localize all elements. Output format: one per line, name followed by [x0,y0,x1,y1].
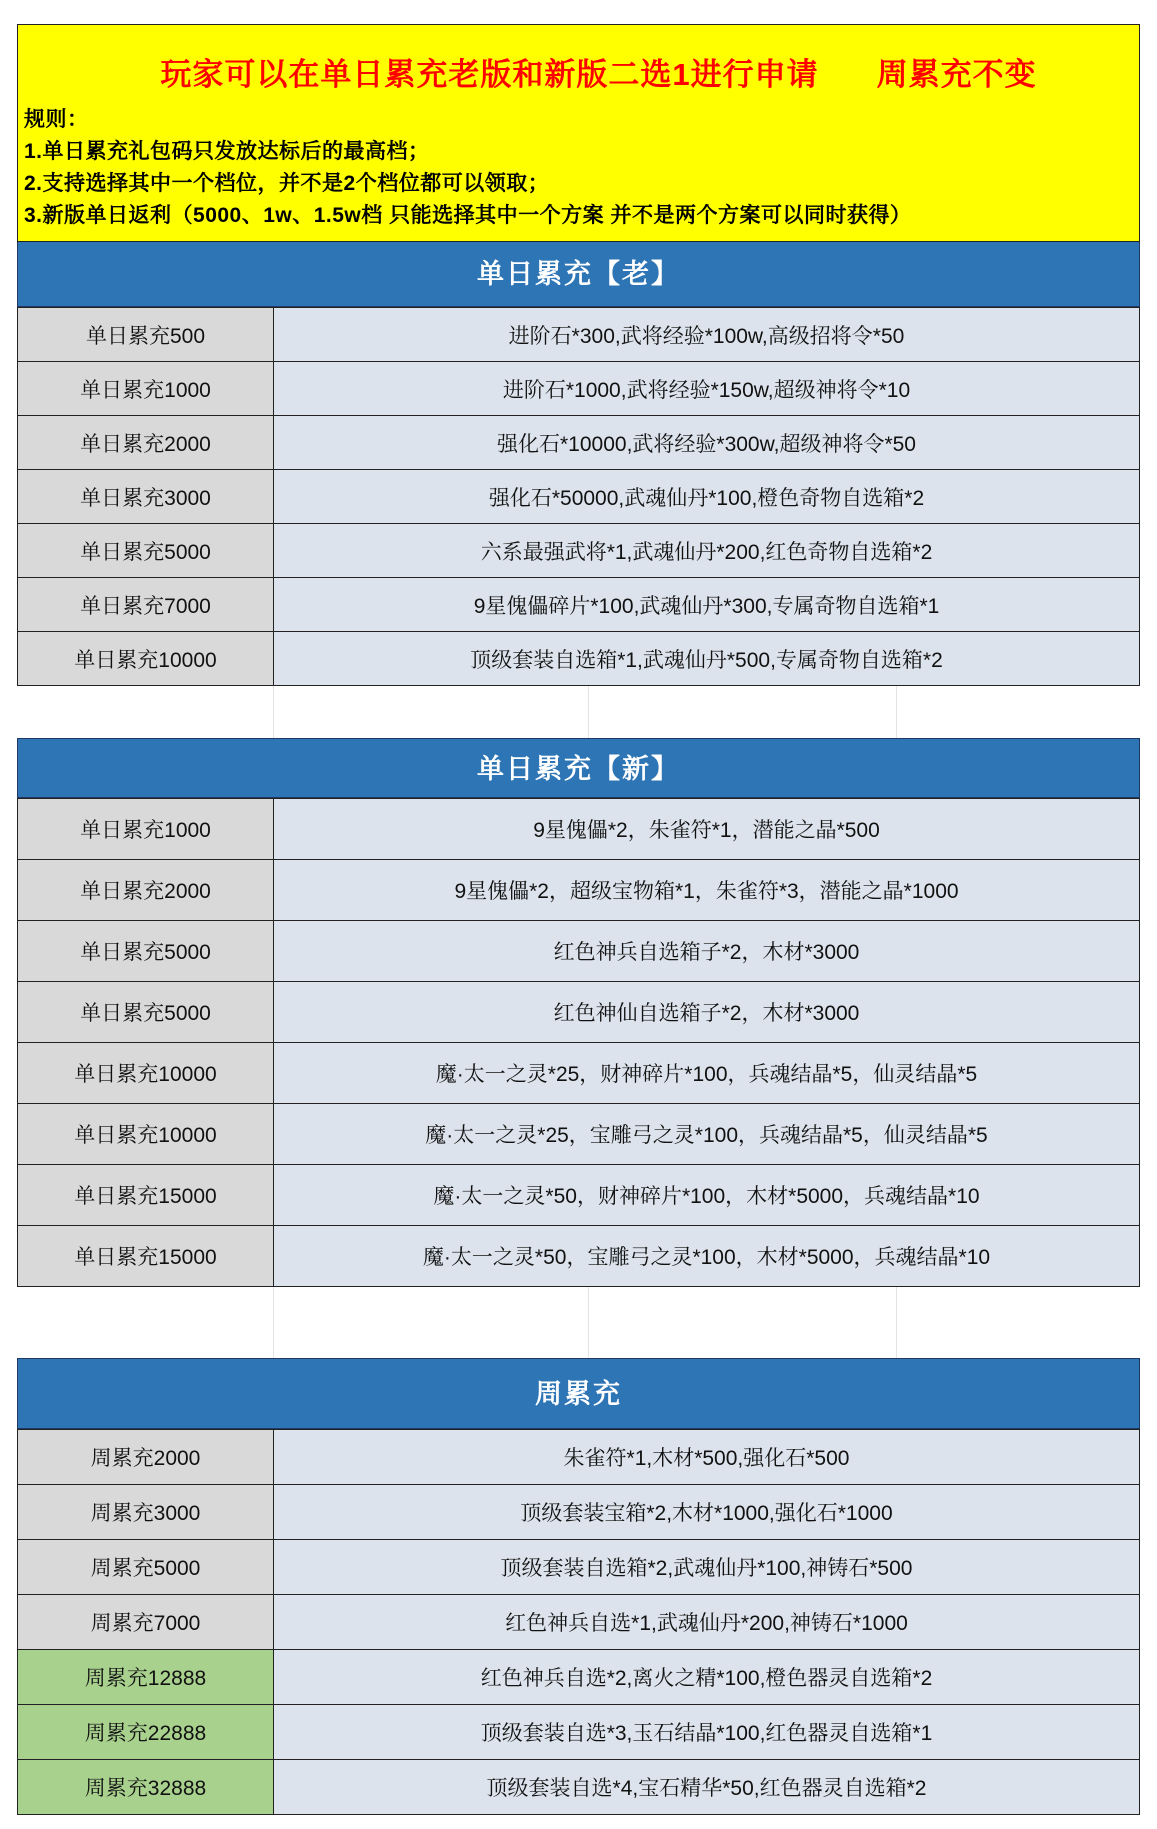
table-row [18,799,1140,860]
table-row [18,578,1140,632]
table-row [18,1430,1140,1485]
table-row [18,1165,1140,1226]
reward-cell: 魔·太一之灵*25，财神碎片*100，兵魂结晶*5，仙灵结晶*5 [274,1043,1140,1104]
table-row [18,470,1140,524]
reward-cell: 9星傀儡*2，超级宝物箱*1，朱雀符*3，潜能之晶*1000 [274,860,1140,921]
tier-cell: 单日累充10000 [18,1104,274,1165]
tier-cell: 周累充12888 [18,1650,274,1705]
tier-cell: 单日累充10000 [18,632,274,686]
table-row [18,1540,1140,1595]
table-row [18,982,1140,1043]
tier-cell: 单日累充2000 [18,860,274,921]
old-section-title: 单日累充【老】 [17,242,1140,307]
table-row [18,1595,1140,1650]
notice-title-right: 周累充不变 [876,57,1037,92]
rule-item: 3.新版单日返利（5000、1w、1.5w档 只能选择其中一个方案 并不是两个方案可以同时获得） [24,204,912,227]
table-row [18,416,1140,470]
weekly-section-title: 周累充 [17,1358,1140,1429]
tier-cell: 周累充5000 [18,1540,274,1595]
table-row [18,524,1140,578]
table-row [18,1485,1140,1540]
reward-cell: 9星傀儡*2，朱雀符*1，潜能之晶*500 [274,799,1140,860]
table-row [18,1705,1140,1760]
tier-cell: 单日累充15000 [18,1165,274,1226]
reward-cell: 强化石*50000,武魂仙丹*100,橙色奇物自选箱*2 [274,470,1140,524]
reward-cell: 强化石*10000,武将经验*300w,超级神将令*50 [274,416,1140,470]
tier-cell: 单日累充5000 [18,524,274,578]
rules-list [18,104,1139,232]
tier-cell: 周累充2000 [18,1430,274,1485]
reward-cell: 六系最强武将*1,武魂仙丹*200,红色奇物自选箱*2 [274,524,1140,578]
reward-cell: 顶级套装宝箱*2,木材*1000,强化石*1000 [274,1485,1140,1540]
rule-item: 1.单日累充礼包码只发放达标后的最高档； [24,140,430,163]
reward-cell: 魔·太一之灵*50，宝雕弓之灵*100，木材*5000，兵魂结晶*10 [274,1226,1140,1287]
reward-cell: 顶级套装自选箱*2,武魂仙丹*100,神铸石*500 [274,1540,1140,1595]
reward-cell: 魔·太一之灵*50，财神碎片*100，木材*5000，兵魂结晶*10 [274,1165,1140,1226]
tier-cell: 单日累充5000 [18,982,274,1043]
table-row [18,362,1140,416]
tier-cell: 单日累充15000 [18,1226,274,1287]
reward-sheet [17,24,1140,1815]
rule-item: 2.支持选择其中一个档位，并不是2个档位都可以领取； [24,172,550,195]
rules-heading: 规则： [24,108,89,131]
table-row [18,308,1140,362]
tier-cell: 单日累充7000 [18,578,274,632]
reward-cell: 红色神仙自选箱子*2，木材*3000 [274,982,1140,1043]
spacer [17,686,1140,738]
reward-cell: 红色神兵自选*2,离火之精*100,橙色器灵自选箱*2 [274,1650,1140,1705]
table-row [18,1650,1140,1705]
tier-cell: 单日累充3000 [18,470,274,524]
table-row [18,632,1140,686]
notice-banner [17,24,1140,242]
tier-cell: 周累充22888 [18,1705,274,1760]
tier-cell: 周累充7000 [18,1595,274,1650]
spacer [17,1287,1140,1358]
old-section-table [17,307,1140,686]
reward-cell: 红色神兵自选*1,武魂仙丹*200,神铸石*1000 [274,1595,1140,1650]
reward-cell: 朱雀符*1,木材*500,强化石*500 [274,1430,1140,1485]
tier-cell: 单日累充1000 [18,799,274,860]
reward-cell: 顶级套装自选*4,宝石精华*50,红色器灵自选箱*2 [274,1760,1140,1815]
table-row [18,921,1140,982]
tier-cell: 单日累充10000 [18,1043,274,1104]
notice-title [18,49,1139,94]
reward-cell: 进阶石*300,武将经验*100w,高级招将令*50 [274,308,1140,362]
table-row [18,1760,1140,1815]
reward-cell: 红色神兵自选箱子*2，木材*3000 [274,921,1140,982]
table-row [18,860,1140,921]
tier-cell: 单日累充500 [18,308,274,362]
tier-cell: 单日累充2000 [18,416,274,470]
new-section-table [17,798,1140,1287]
tier-cell: 周累充3000 [18,1485,274,1540]
reward-cell: 顶级套装自选*3,玉石结晶*100,红色器灵自选箱*1 [274,1705,1140,1760]
reward-cell: 魔·太一之灵*25，宝雕弓之灵*100，兵魂结晶*5，仙灵结晶*5 [274,1104,1140,1165]
table-row [18,1043,1140,1104]
tier-cell: 单日累充5000 [18,921,274,982]
tier-cell: 周累充32888 [18,1760,274,1815]
weekly-section-table [17,1429,1140,1815]
notice-title-left: 玩家可以在单日累充老版和新版二选1进行申请 [160,57,819,92]
tier-cell: 单日累充1000 [18,362,274,416]
reward-cell: 进阶石*1000,武将经验*150w,超级神将令*10 [274,362,1140,416]
table-row [18,1104,1140,1165]
reward-cell: 顶级套装自选箱*1,武魂仙丹*500,专属奇物自选箱*2 [274,632,1140,686]
table-row [18,1226,1140,1287]
reward-cell: 9星傀儡碎片*100,武魂仙丹*300,专属奇物自选箱*1 [274,578,1140,632]
new-section-title: 单日累充【新】 [17,738,1140,798]
